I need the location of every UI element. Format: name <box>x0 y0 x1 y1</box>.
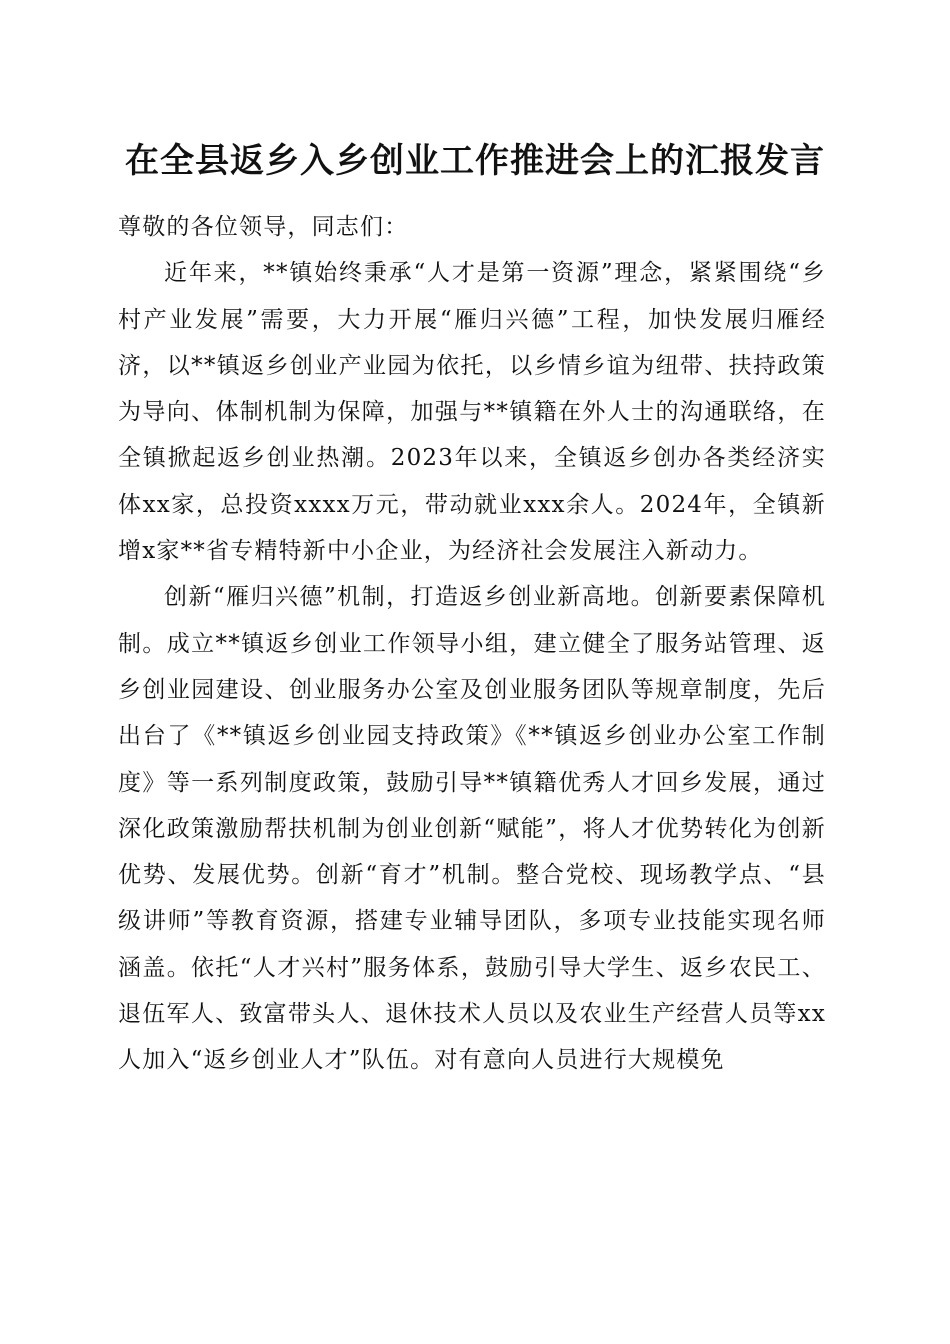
document-title: 在全县返乡入乡创业工作推进会上的汇报发言 <box>125 141 825 181</box>
paragraph-intro: 近年来，**镇始终秉承“人才是第一资源”理念，紧紧围绕“乡村产业发展”需要，大力开展“雁归兴德”工程，加快发展归雁经济，以**镇返乡创业产业园为依托，以乡情乡谊为纽带、扶持政策为导向、体制机制为保障，加强与**镇籍在外人士的沟通联络，在全镇掀起返乡创业热潮。2023年以来，全镇返乡创办各类经济实体xx家，总投资xxxx万元，带动就业xxx余人。2024年，全镇新增x家**省专精特新中小企业，为经济社会发展注入新动力。 <box>118 260 826 565</box>
paragraph-mechanism: 创新“雁归兴德”机制，打造返乡创业新高地。创新要素保障机制。成立**镇返乡创业工作领导小组，建立健全了服务站管理、返乡创业园建设、创业服务办公室及创业服务团队等规章制度，先后出台了《**镇返乡创业园支持政策》《**镇返乡创业办公室工作制度》等一系列制度政策，鼓励引导**镇籍优秀人才回乡发展，通过深化政策激励帮扶机制为创业创新“赋能”，将人才优势转化为创新优势、发展优势。创新“育才”机制。整合党校、现场教学点、“县级讲师”等教育资源，搭建专业辅导团队，多项专业技能实现名师涵盖。依托“人才兴村”服务体系，鼓励引导大学生、返乡农民工、退伍军人、致富带头人、退休技术人员以及农业生产经营人员等xx人加入“返乡创业人才”队伍。对有意向人员进行大规模免 <box>118 584 826 1074</box>
greeting-line: 尊敬的各位领导，同志们： <box>118 214 409 240</box>
document-body <box>118 204 826 1084</box>
